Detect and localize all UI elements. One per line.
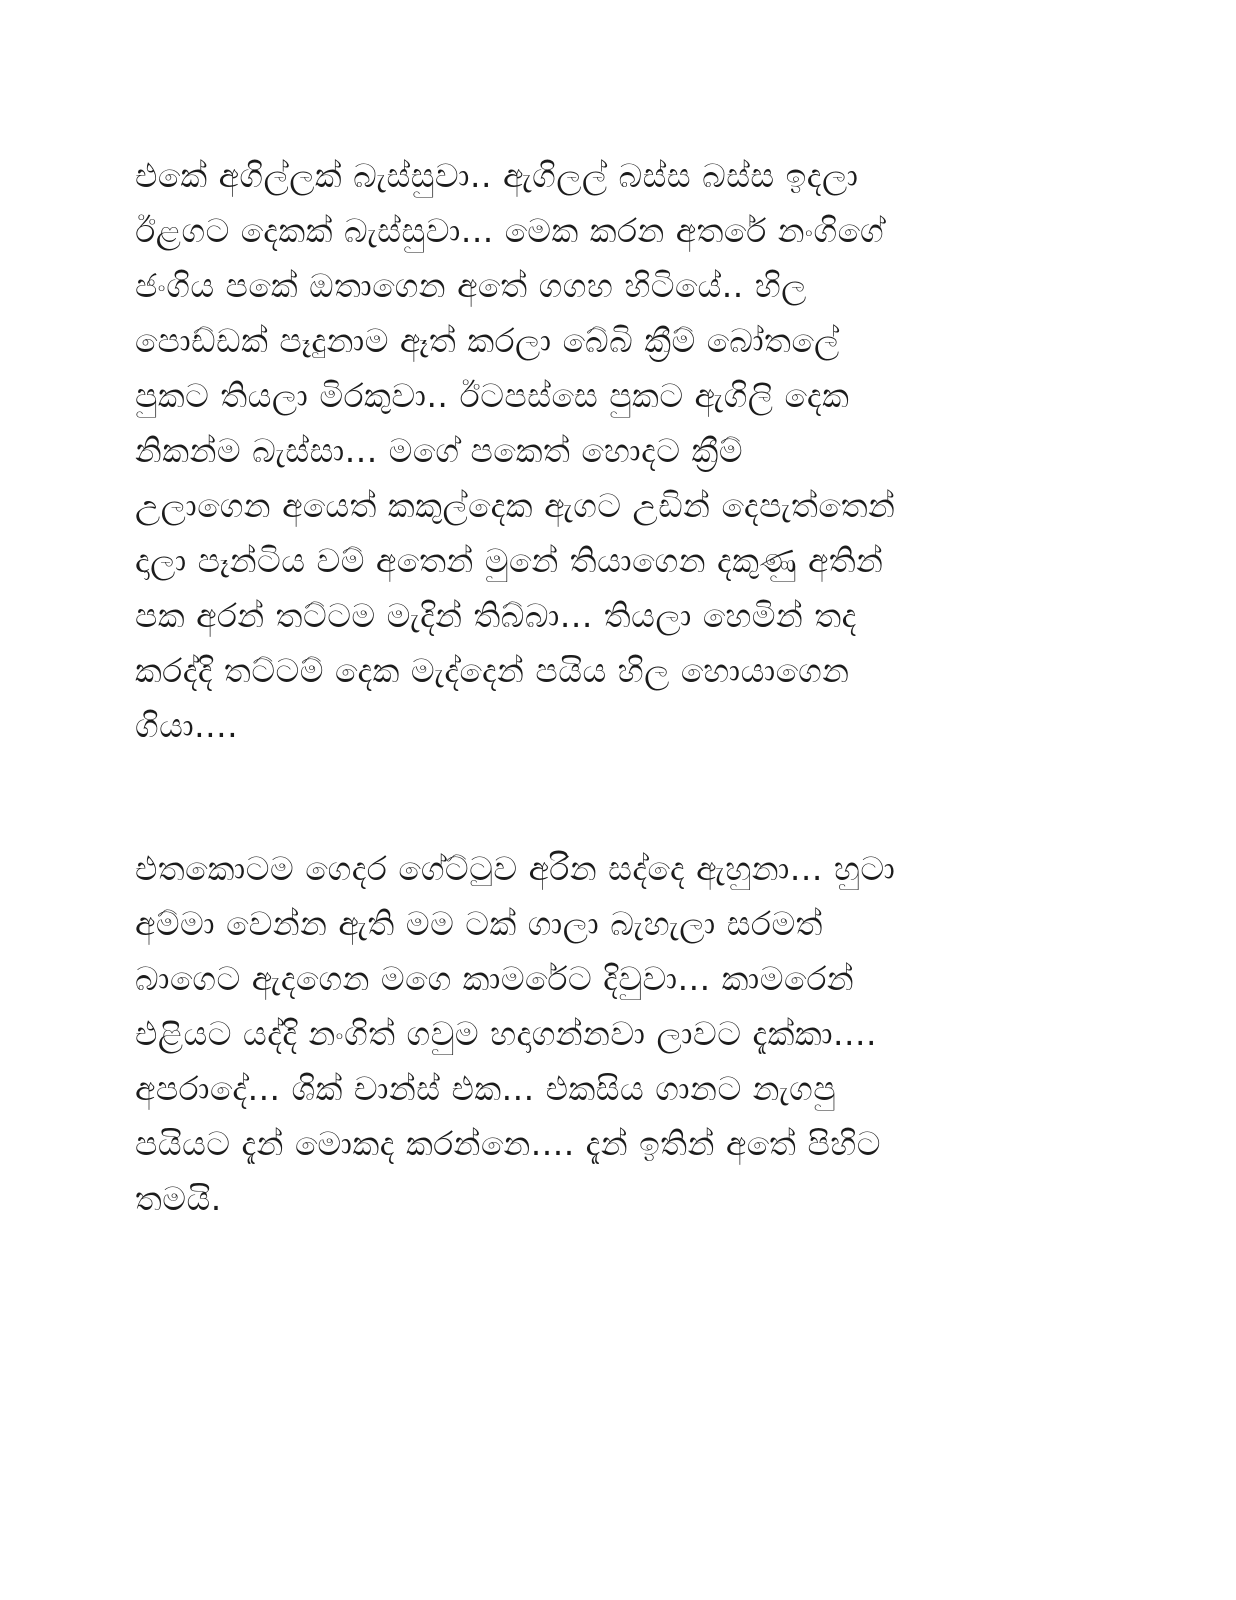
text-line: එතකොටම ගෙදර ගේට්ටුව අරින සද්දෙ ඇහුනා... හුටා	[135, 849, 896, 888]
text-line: නිකන්ම බැස්සා... මගේ පකෙත් හොදට ක්‍රීම්	[135, 431, 744, 470]
text-line: ගියා....	[135, 706, 239, 745]
text-line: අම්මා වෙන්න ඇති මම ටක් ගාලා බැහැලා සරමත්	[135, 904, 823, 943]
text-paragraph	[135, 841, 1085, 1226]
text-line: දාලා පෑන්ටිය වම් අතෙන් මුනේ තියාගෙන දකුණු අතින්	[135, 541, 884, 580]
text-line: ජංගිය පකේ ඔතාගෙන අතේ ගගහ හිටියේ.. හිල	[135, 266, 807, 305]
text-line: අපරාදේ... ශික් චාන්ස් එක... එකසිය ගානට නැගපු	[135, 1069, 837, 1108]
text-line: ඊළගට දෙකක් බැස්සුවා... මෙක කරන අතරේ නංගිගේ	[135, 211, 885, 250]
text-paragraph	[135, 148, 1085, 753]
text-line: බාගෙට ඇදගෙන මගෙ කාමරේට දිවුවා... කාමරෙන්	[135, 959, 855, 998]
text-line: පයියට දැන් මොකද කරන්නෙ.... දැන් ඉතින් අතේ පිහිට	[135, 1124, 881, 1163]
text-line: උලාගෙන අයෙත් කකුල්දෙක ඇගට උඩින් දෙපැත්තෙන්	[135, 486, 896, 525]
text-line: පුකට තියලා මිරකුවා.. ඊටපස්සෙ පුකට ඇගිලි දෙක	[135, 376, 850, 415]
text-line: කරද්දි තට්ටම් දෙක මැද්දෙන් පයිය හිල හොයාගෙන	[135, 651, 850, 690]
text-line: පක අරන් තට්ටම මැදින් තිබ්බා... තියලා හෙමින් තද	[135, 596, 857, 635]
text-line: තමයි.	[135, 1179, 222, 1218]
text-line: පොඩ්ඩක් පෑදුනාම ඈත් කරලා බේබි ක්‍රීම් බෝතලේ	[135, 321, 840, 360]
document-body	[135, 148, 1085, 1314]
text-line: එළියට යද්දි නංගිත් ගවුම හදාගන්නවා ලාවට දැක්කා....	[135, 1014, 878, 1053]
text-line: එකේ අගිල්ලක් බැස්සුවා.. ඇගිලල් බස්ස බස්ස ඉදලා	[135, 156, 859, 195]
